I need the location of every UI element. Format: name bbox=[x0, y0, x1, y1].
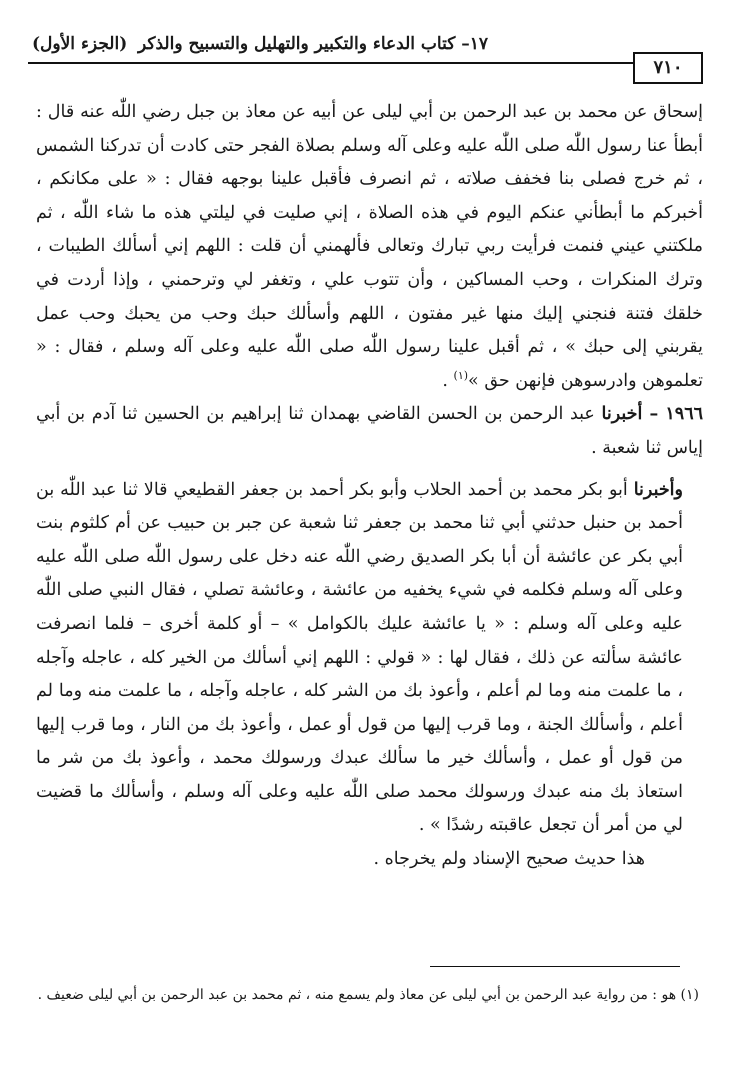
main-text bbox=[36, 96, 703, 877]
footnote-marker: (١) bbox=[680, 987, 699, 1003]
wa-akhbarana-label: وأخبرنا bbox=[633, 479, 683, 500]
closing-remark-text: هذا حديث صحيح الإسناد ولم يخرجاه . bbox=[373, 849, 645, 870]
footnote-text: هو : من رواية عبد الرحمن بن أبي ليلى عن معاذ ولم يسمع منه ، ثم محمد بن عبد الرحمن بن أبي ليلى ضعيف . bbox=[37, 987, 681, 1003]
paragraph-1-end: . bbox=[442, 370, 454, 391]
footnote-divider bbox=[430, 966, 680, 967]
footnote-reference[interactable]: (١) bbox=[453, 368, 469, 382]
paragraph-1-text: إسحاق عن محمد بن عبد الرحمن بن أبي ليلى عن أبيه عن معاذ بن جبل رضي اللّٰه عنه قال : أبطأ عنا رسول اللّٰه صلى اللّٰه عليه وعلى آله وسلم بصلاة الفجر حتى كادت أن تدركنا الشمس ، ثم خرج فصلى بنا فخفف صلاته ، ثم انصرف فأقبل علينا بوجهه فقال : « على مكانكم ، أخبركم ما أبطأني عنكم اليوم في هذه الصلاة ، إني صليت في ليلتي هذه ما شاء اللّٰه ، ثم ملكتني عيني فنمت فرأيت ربي تبارك وتعالى فألهمني أن قلت : اللهم إني أسألك الطيبات ، وترك المنكرات ، وحب المساكين ، وأن تتوب علي ، وتغفر لي وترحمني ، وإذا أردت في خلقك فتنة فنجني إليك منها غير مفتون ، اللهم وأسألك حبك وحب من يحبك وحب عمل يقربني إلى حبك » ، ثم أقبل علينا رسول اللّٰه صلى اللّٰه عليه وعلى آله وسلم ، فقال : « تعلموهن وادرسوهن فإنهن حق » bbox=[36, 102, 703, 391]
paragraph-1 bbox=[36, 96, 703, 398]
header-divider bbox=[28, 62, 635, 64]
footnote bbox=[36, 980, 699, 1010]
page-header bbox=[28, 30, 703, 64]
hadith-number-separator: – bbox=[642, 404, 666, 425]
hadith-number: ١٩٦٦ bbox=[665, 404, 704, 425]
chapter-title: ١٧– كتاب الدعاء والتكبير والتهليل والتسبيح والذكر bbox=[138, 34, 488, 54]
volume-label: (الجزء الأول) bbox=[32, 34, 128, 54]
akhbarana-label: أخبرنا bbox=[601, 404, 643, 425]
paragraph-hadith-1966 bbox=[36, 398, 703, 465]
closing-remark bbox=[36, 843, 703, 877]
paragraph-2-text: عبد الرحمن بن الحسن القاضي بهمدان ثنا إبراهيم بن الحسين ثنا آدم بن أبي إياس ثنا شعبة . bbox=[36, 404, 703, 458]
paragraph-3 bbox=[36, 474, 703, 844]
paragraph-3-text: أبو بكر محمد بن أحمد الحلاب وأبو بكر أحمد بن جعفر القطيعي قالا ثنا عبد اللّٰه بن أحمد بن حنبل حدثني أبي ثنا محمد بن جعفر ثنا شعبة عن جبر بن حبيب عن أم كلثوم بنت أبي بكر عن عائشة أن أبا بكر الصديق رضي اللّٰه عنه دخل على رسول اللّٰه صلى اللّٰه عليه وعلى آله وسلم فكلمه في شيء يخفيه من عائشة ، وعائشة تصلي ، فقال النبي صلى اللّٰه عليه وعلى آله وسلم : « يا عائشة عليك بالكوامل » – أو كلمة أخرى – فلما انصرفت عائشة سألته عن ذلك ، فقال لها : « قولي : اللهم إني أسألك من الخير كله ، عاجله وآجله ، ما علمت منه وما لم أعلم ، وأعوذ بك من الشر كله ، عاجله وآجله ، ما علمت منه وما لم أعلم ، وأسألك الجنة ، وما قرب إليها من قول أو عمل ، وأعوذ بك من النار ، وما قرب إليها من قول أو عمل ، وأسألك خير ما سألك عبدك ورسولك محمد ، وأعوذ بك من شر ما استعاذ بك منه عبدك ورسولك محمد صلى اللّٰه عليه وعلى آله وسلم ، وأسألك ما قضيت لي من أمر أن تجعل عاقبته رشدًا » . bbox=[36, 479, 683, 836]
page-number: ٧١٠ bbox=[633, 52, 703, 84]
